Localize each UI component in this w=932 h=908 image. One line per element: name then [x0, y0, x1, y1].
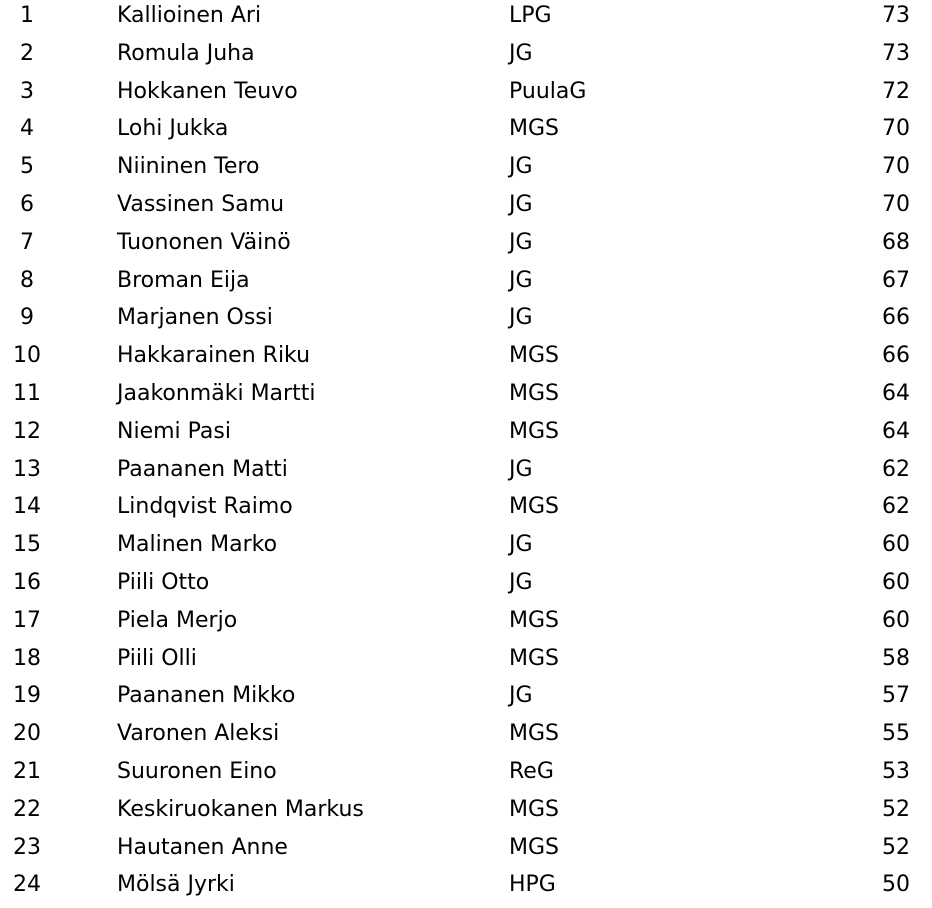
result-row	[0, 832, 932, 870]
name-cell: Piela Merjo	[117, 607, 238, 633]
name-cell: Paananen Matti	[117, 456, 288, 482]
result-row	[0, 756, 932, 794]
result-row	[0, 680, 932, 718]
rank-cell: 7	[20, 229, 34, 255]
score-cell: 52	[882, 796, 910, 822]
result-row	[0, 38, 932, 76]
score-cell: 62	[882, 456, 910, 482]
result-row	[0, 227, 932, 265]
result-row	[0, 113, 932, 151]
name-cell: Mölsä Jyrki	[117, 872, 235, 898]
score-cell: 62	[882, 494, 910, 520]
name-cell: Tuononen Väinö	[117, 229, 291, 255]
name-cell: Vassinen Samu	[117, 191, 285, 217]
club-cell: JG	[509, 305, 533, 331]
rank-cell: 10	[13, 343, 41, 369]
rank-cell: 6	[20, 191, 34, 217]
club-cell: JG	[509, 191, 533, 217]
rank-cell: 11	[13, 380, 41, 406]
result-row	[0, 718, 932, 756]
result-row	[0, 302, 932, 340]
rank-cell: 23	[13, 834, 41, 860]
result-row	[0, 567, 932, 605]
club-cell: MGS	[509, 494, 559, 520]
score-cell: 58	[882, 645, 910, 671]
name-cell: Keskiruokanen Markus	[117, 796, 364, 822]
name-cell: Romula Juha	[117, 40, 255, 66]
result-row	[0, 529, 932, 567]
club-cell: MGS	[509, 380, 559, 406]
name-cell: Hokkanen Teuvo	[117, 78, 298, 104]
name-cell: Hakkarainen Riku	[117, 343, 311, 369]
club-cell: MGS	[509, 418, 559, 444]
score-cell: 50	[882, 872, 910, 898]
name-cell: Kallioinen Ari	[117, 3, 262, 28]
rank-cell: 1	[20, 3, 34, 28]
name-cell: Malinen Marko	[117, 532, 278, 558]
result-row	[0, 189, 932, 227]
result-row	[0, 340, 932, 378]
name-cell: Jaakonmäki Martti	[117, 380, 316, 406]
rank-cell: 15	[13, 532, 41, 558]
rank-cell: 3	[20, 78, 34, 104]
club-cell: JG	[509, 683, 533, 709]
rank-cell: 14	[13, 494, 41, 520]
club-cell: MGS	[509, 645, 559, 671]
score-cell: 60	[882, 532, 910, 558]
score-cell: 60	[882, 569, 910, 595]
club-cell: ReG	[509, 758, 554, 784]
rank-cell: 4	[20, 116, 34, 142]
name-cell: Piili Olli	[117, 645, 197, 671]
result-row	[0, 265, 932, 303]
rank-cell: 21	[13, 758, 41, 784]
rank-cell: 16	[13, 569, 41, 595]
rank-cell: 20	[13, 721, 41, 747]
club-cell: JG	[509, 456, 533, 482]
name-cell: Piili Otto	[117, 569, 210, 595]
name-cell: Niininen Tero	[117, 154, 260, 180]
name-cell: Lohi Jukka	[117, 116, 229, 142]
club-cell: MGS	[509, 721, 559, 747]
name-cell: Suuronen Eino	[117, 758, 277, 784]
rank-cell: 2	[20, 40, 34, 66]
result-row	[0, 869, 932, 907]
rank-cell: 5	[20, 154, 34, 180]
name-cell: Hautanen Anne	[117, 834, 288, 860]
rank-cell: 19	[13, 683, 41, 709]
score-cell: 60	[882, 607, 910, 633]
name-cell: Varonen Aleksi	[117, 721, 280, 747]
score-cell: 67	[882, 267, 910, 293]
result-row	[0, 76, 932, 114]
rank-cell: 18	[13, 645, 41, 671]
rank-cell: 17	[13, 607, 41, 633]
rank-cell: 24	[13, 872, 41, 898]
score-cell: 70	[882, 154, 910, 180]
rank-cell: 9	[20, 305, 34, 331]
score-cell: 64	[882, 380, 910, 406]
name-cell: Niemi Pasi	[117, 418, 231, 444]
result-row	[0, 151, 932, 189]
rank-cell: 12	[13, 418, 41, 444]
score-cell: 73	[882, 3, 910, 28]
name-cell: Paananen Mikko	[117, 683, 296, 709]
rank-cell: 13	[13, 456, 41, 482]
name-cell: Broman Eija	[117, 267, 250, 293]
club-cell: MGS	[509, 607, 559, 633]
score-cell: 70	[882, 191, 910, 217]
score-cell: 68	[882, 229, 910, 255]
club-cell: MGS	[509, 834, 559, 860]
score-cell: 70	[882, 116, 910, 142]
score-cell: 53	[882, 758, 910, 784]
result-row	[0, 605, 932, 643]
club-cell: JG	[509, 154, 533, 180]
name-cell: Marjanen Ossi	[117, 305, 273, 331]
score-cell: 73	[882, 40, 910, 66]
club-cell: JG	[509, 229, 533, 255]
club-cell: JG	[509, 569, 533, 595]
result-row	[0, 491, 932, 529]
score-cell: 66	[882, 305, 910, 331]
result-row	[0, 378, 932, 416]
result-row	[0, 416, 932, 454]
result-row	[0, 643, 932, 681]
club-cell: JG	[509, 40, 533, 66]
score-cell: 57	[882, 683, 910, 709]
club-cell: JG	[509, 532, 533, 558]
club-cell: LPG	[509, 3, 552, 28]
score-cell: 55	[882, 721, 910, 747]
result-row	[0, 454, 932, 492]
club-cell: MGS	[509, 343, 559, 369]
name-cell: Lindqvist Raimo	[117, 494, 293, 520]
result-row	[0, 0, 932, 38]
club-cell: MGS	[509, 116, 559, 142]
rank-cell: 22	[13, 796, 41, 822]
score-cell: 66	[882, 343, 910, 369]
club-cell: HPG	[509, 872, 556, 898]
score-cell: 64	[882, 418, 910, 444]
club-cell: PuulaG	[509, 78, 587, 104]
score-cell: 72	[882, 78, 910, 104]
club-cell: MGS	[509, 796, 559, 822]
club-cell: JG	[509, 267, 533, 293]
score-cell: 52	[882, 834, 910, 860]
rank-cell: 8	[20, 267, 34, 293]
result-row	[0, 794, 932, 832]
